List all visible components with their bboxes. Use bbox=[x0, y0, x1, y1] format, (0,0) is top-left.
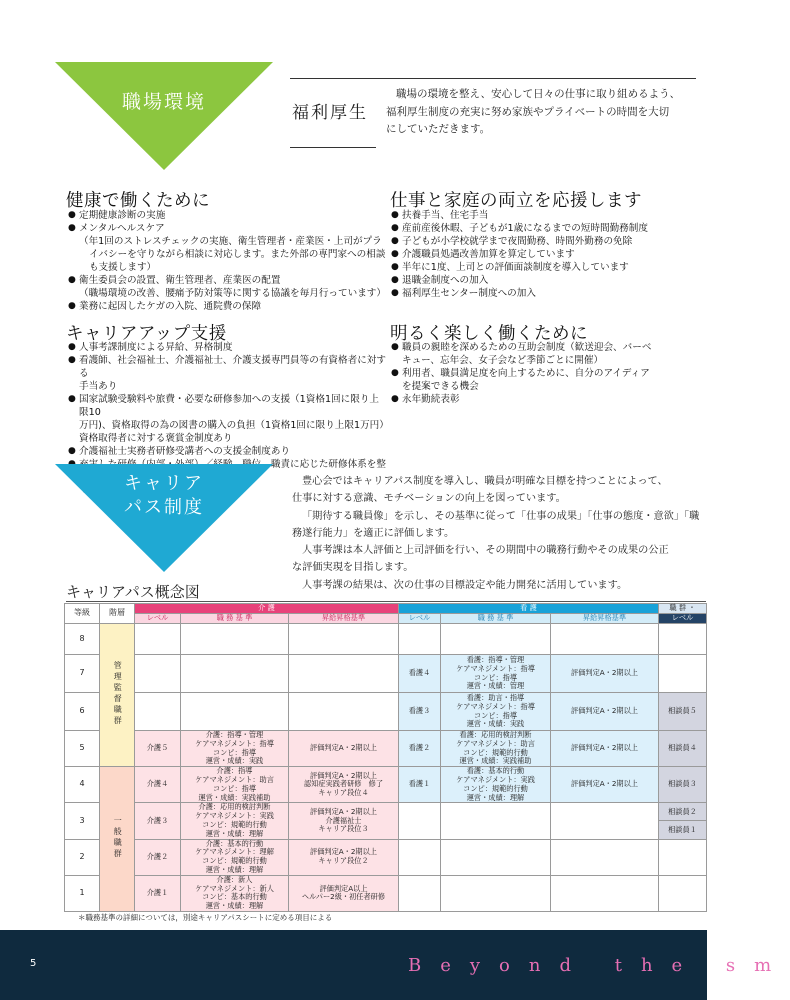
grade-4: 4 bbox=[65, 767, 100, 803]
kaigo-criteria-1: 評価判定A以上 ヘルパー2級・初任者研修 bbox=[289, 875, 399, 911]
career-path-chart-title: キャリアパス概念図 bbox=[66, 583, 200, 601]
kaigo-duty-2: 介護：基本的行動 ケアマネジメント：理解 コンピ：規範的行動 運営・成績：理解 bbox=[181, 839, 289, 875]
general-layer: 一般職群 bbox=[100, 767, 135, 912]
kango-duty-4: 看護：指導・管理 ケアマネジメント：指導 コンピ：指導 運営・成績：管理 bbox=[441, 655, 551, 693]
section2-intro: 豊心会ではキャリアパス制度を導入し、職員が明確な目標を持つことによって、 仕事に対する意識、モチベーションの向上を図っています。 「期待する職員像」を示し、その基準に従って「仕事の成果」「仕事の態度・意欲」「職 務遂行能力」を適正に評価します。 人事考課は本人評価と上司評価を行い、その期間中の職務行動やその成果の公正 な評価実現を目指します。 人事考課の結果は、次の仕事の目標設定や能力開発に活用しています。 bbox=[292, 476, 700, 591]
shoku-level-4: 相談員４ bbox=[659, 731, 707, 767]
career-path-table bbox=[64, 603, 707, 912]
kaigo-criteria-4: 評価判定A・2期以上 認知症実践者研修 修了 キャリア段位４ bbox=[289, 767, 399, 803]
kaigo-criteria-5: 評価判定A・2期以上 bbox=[289, 731, 399, 767]
grade-3: 3 bbox=[65, 803, 100, 839]
kango-criteria-header: 昇給昇格基準 bbox=[551, 614, 659, 624]
kaigo-level-3: 介護３ bbox=[135, 803, 181, 839]
kaigo-level-4: 介護４ bbox=[135, 767, 181, 803]
kango-level-2: 看護２ bbox=[399, 731, 441, 767]
shoku-level-5: 相談員５ bbox=[659, 693, 707, 731]
fukuri-rule bbox=[376, 78, 696, 79]
grade-5: 5 bbox=[65, 731, 100, 767]
grade-6: 6 bbox=[65, 693, 100, 731]
kaigo-header: 介 護 bbox=[135, 604, 399, 614]
kango-duty-2: 看護：応用的検討判断 ケアマネジメント：助言 コンピ：規範的行動 運営・成績：実践補助 bbox=[441, 731, 551, 767]
section2-banner-title: キャリア パス制度 bbox=[124, 473, 204, 518]
kaigo-criteria-header: 昇給昇格基準 bbox=[289, 614, 399, 624]
section1-intro: 職場の環境を整え、安心して日々の仕事に取り組めるよう、 福利厚生制度の充実に努め家族やプライベートの時間を大切 にしていただきます。 bbox=[386, 88, 681, 135]
grade-2: 2 bbox=[65, 839, 100, 875]
shoku-level-2-1: 相談員２ 相談員１ bbox=[659, 803, 707, 839]
kaigo-level-2: 介護２ bbox=[135, 839, 181, 875]
kango-criteria-1: 評価判定A・2期以上 bbox=[551, 767, 659, 803]
kango-criteria-2: 評価判定A・2期以上 bbox=[551, 731, 659, 767]
kango-duty-3: 看護：助言・指導 ケアマネジメント：指導 コンピ：指導 運営・成績：実践 bbox=[441, 693, 551, 731]
section1-banner bbox=[55, 62, 273, 170]
chart-title-rule bbox=[66, 601, 706, 602]
kango-duty-1: 看護：基本的行動 ケアマネジメント：実践 コンピ：規範的行動 運営・成績：理解 bbox=[441, 767, 551, 803]
kango-duty-header: 職 務 基 準 bbox=[441, 614, 551, 624]
kango-level-1: 看護１ bbox=[399, 767, 441, 803]
kaigo-duty-5: 介護：指導・管理 ケアマネジメント：指導 コンピ：指導 運営・成績：実践 bbox=[181, 731, 289, 767]
shoku-header: 職 群 ・ bbox=[659, 604, 707, 614]
kango-criteria-4: 評価判定A・2期以上 bbox=[551, 655, 659, 693]
kaigo-level-header: レベル bbox=[135, 614, 181, 624]
kaigo-criteria-2: 評価判定A・2期以上 キャリア段位２ bbox=[289, 839, 399, 875]
career-list: ● 人事考課制度による昇給、昇格制度 ● 看護師、社会福祉士、介護福祉士、介護支援専門員等の有資格者に対する 手当あり ● 国家試験受験料や旅費・必要な研修参加への支援（1資格1回に限り上限10 万円)、資格取得の為の図書の購入の負担（1資格1回に限り上限1万円） 資格取得者に対する褒賞金制度あり ● 介護福祉士実務者研修受講者への支援金制度あり ● 充実した研修（内部・外部）／経験、職位、職責に応じた研修体系を整備し ています bbox=[68, 341, 388, 497]
kango-level-4: 看護４ bbox=[399, 655, 441, 693]
kaigo-duty-1: 介護：新人 ケアマネジメント：新人 コンピ：基本的行動 運営・成績：理解 bbox=[181, 875, 289, 911]
kaigo-level-5: 介護５ bbox=[135, 731, 181, 767]
page-number: 5 bbox=[30, 958, 37, 969]
kango-level-3: 看護３ bbox=[399, 693, 441, 731]
career-title: キャリアアップ支援 bbox=[66, 324, 227, 344]
mgmt-layer: 管理監督職群 bbox=[100, 624, 135, 767]
health-list: ● 定期健康診断の実施 ● メンタルヘルスケア （年1回のストレスチェックの実施、衛生管理者・産業医・上司がプラ イバシーを守りながら相談に対応します。また外部の専門家への相談 も支援します） ● 衛生委員会の設置、衛生管理者、産業医の配置 （職場環境の改善、腰痛予防対策等に関する協議を毎月行っています） ● 業務に起因したケガの入院、通院費の保障 bbox=[68, 209, 388, 313]
kango-criteria-3: 評価判定A・2期以上 bbox=[551, 693, 659, 731]
fun-list: ● 職員の親睦を深めるための互助会制度（歓送迎会、バーベ キュー、忘年会、女子会など季節ごとに開催） ● 利用者、職員満足度を向上するために、自分のアイディア を提案できる機会 ● 永年勤続表彰 bbox=[391, 341, 703, 406]
grade-1: 1 bbox=[65, 875, 100, 911]
section1-banner-title: 職場環境 bbox=[121, 91, 206, 113]
fun-title: 明るく楽しく働くために bbox=[390, 324, 588, 344]
grade-7: 7 bbox=[65, 655, 100, 693]
fukuri-title: 福利厚生 bbox=[292, 103, 368, 123]
footnote: ＊職務基準の詳細については，別途キャリアパスシートに定める項目による bbox=[78, 913, 333, 922]
shoku-level-header: レベル bbox=[659, 614, 707, 624]
kango-header: 看 護 bbox=[399, 604, 659, 614]
layer-header: 階層 bbox=[100, 604, 135, 624]
kaigo-duty-3: 介護：応用的検討判断 ケアマネジメント：実践 コンピ：規範的行動 運営・成績：理解 bbox=[181, 803, 289, 839]
balance-title: 仕事と家庭の両立を応援します bbox=[390, 191, 642, 211]
kaigo-duty-header: 職 務 基 準 bbox=[181, 614, 289, 624]
footer-tagline: Beyond the sm bbox=[408, 955, 790, 976]
kaigo-criteria-3: 評価判定A・2期以上 介護福祉士 キャリア段位３ bbox=[289, 803, 399, 839]
health-title: 健康で働くために bbox=[66, 191, 210, 211]
kango-level-header: レベル bbox=[399, 614, 441, 624]
kaigo-level-1: 介護１ bbox=[135, 875, 181, 911]
shoku-level-3: 相談員３ bbox=[659, 767, 707, 803]
grade-8: 8 bbox=[65, 624, 100, 655]
grade-header: 等級 bbox=[65, 604, 100, 624]
balance-list: ● 扶養手当、住宅手当 ● 産前産後休暇、子どもが1歳になるまでの短時間勤務制度 ● 子どもが小学校就学まで夜間勤務、時間外勤務の免除 ● 介護職員処遇改善加算を算定しています ● 半年に1度、上司との評価面談制度を導入しています ● 退職金制度への加入 ● 福利厚生センター制度への加入 bbox=[391, 209, 703, 300]
kaigo-duty-4: 介護：指導 ケアマネジメント：助言 コンピ：指導 運営・成績：実践補助 bbox=[181, 767, 289, 803]
